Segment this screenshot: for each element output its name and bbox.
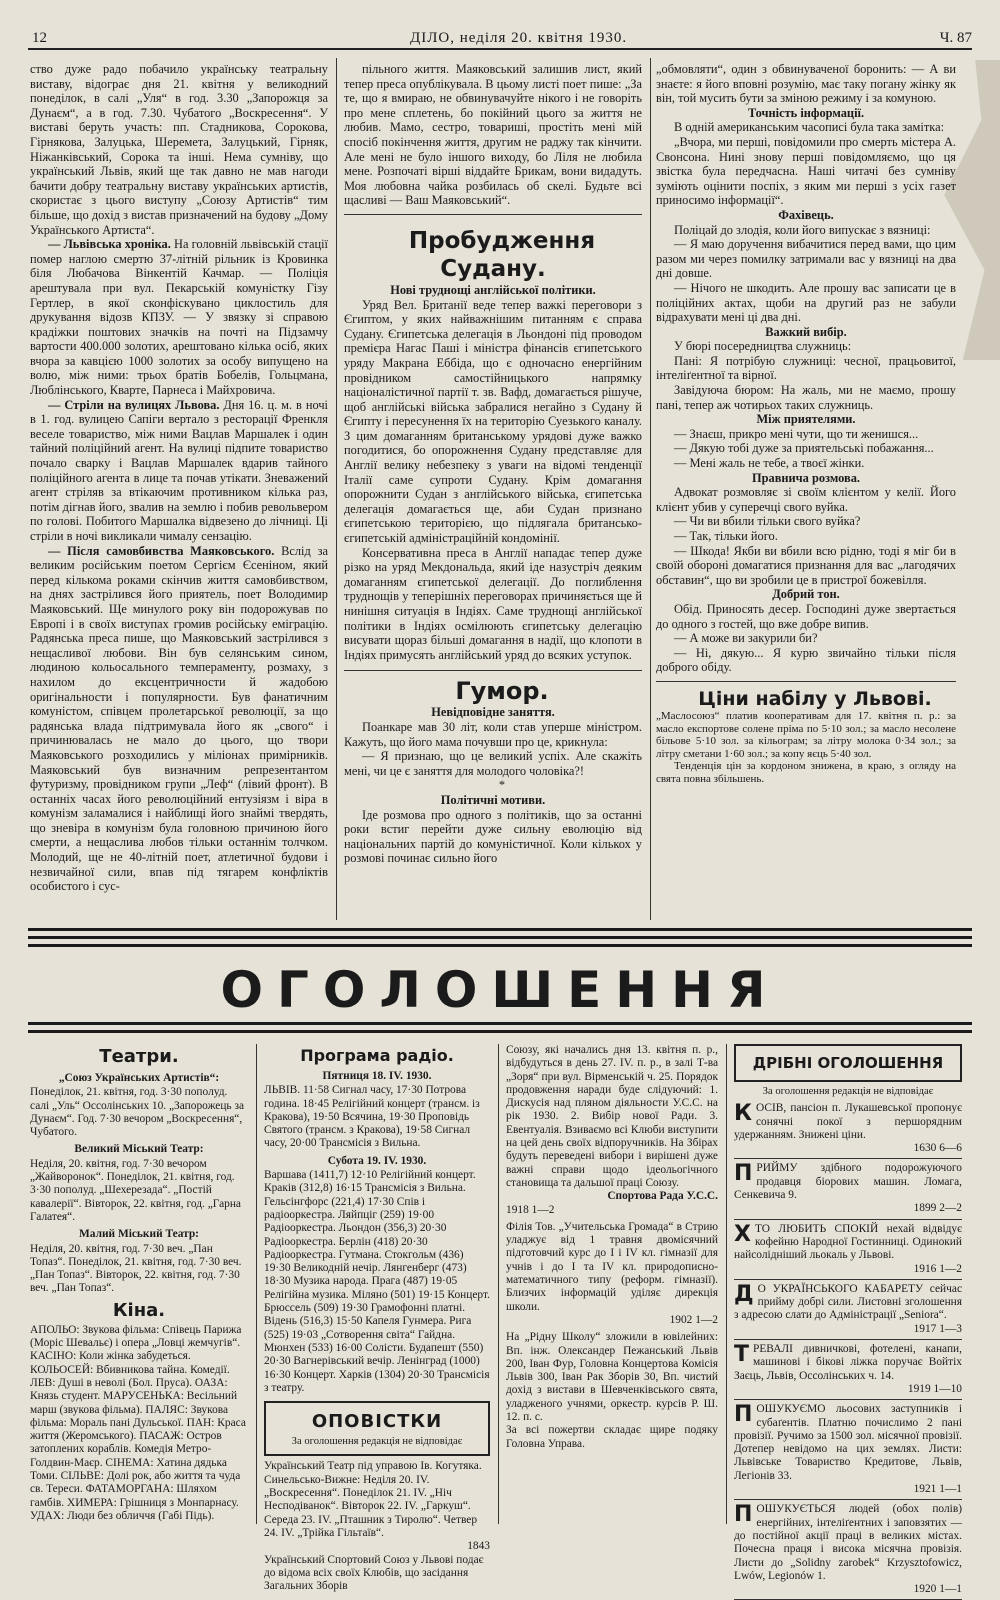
notice-text: Філія Тов. „Учительська Громада“ в Стрию уладжує від 1 травня двомісячний підготовчий курс до I і IV кл. гімназії для учнів і до І та IV кл. природописно-математичного типу (реформ. гімназії). Близчих інформацій уділяє дирекція школи. <box>506 1220 718 1313</box>
ads-banner <box>28 928 972 1036</box>
small-ad-ref: 1919 1—10 <box>907 1382 962 1395</box>
humor-paragraph: Завідуюча бюром: На жаль, ми не маємо, прошу пані, тепер аж чотирьох таких служниць. <box>656 383 956 412</box>
small-ad <box>734 1503 962 1596</box>
article-column-2 <box>344 62 642 920</box>
humor-paragraph: „обмовляти“, один з обвинуваченої боронить: — А ви знаєте: я його вповні розумію, має таку погану жінку як він, той мусить бути за зміною режиму і за комуною. <box>656 62 956 106</box>
notices-heading: ОПОВІСТКИ <box>311 1411 443 1433</box>
humor-subhead: Невідповідне заняття. <box>431 705 555 720</box>
cinema-listings: АПОЛЬО: Звукова фільма: Співець Парижа (Моріс Шевальє) і опера „Ловці жемчугів“. КАСІНО: Коли жінка забудеться. КОЛЬОСЕЙ: Вбивникова тайна. Комедії. ЛЕВ: Душі в неволі (Бол. Пруса). ОАЗА: Князь студент. МАРУСЕНЬКА: Весільний марш (звукова фільма). ПАЛЯС: Звукова фільма: Мораль пані Дульської. ПАН: Краса життя (Жеромського). ПАСАЖ: Остров затоплених кораблів. Комедія Метро-Голдвин-Маєр. СІНЕМА: Хатина дядька Томи. СІЛЬВЕ: Долі рок, або життя та чуда св. Тереси. ФАТАМОРГАНА: Шляхом гамбів. ХИМЕРА: Грішниця з Монпарнасу. УДАХ: Люди без обличчя (Габі Підь). <box>30 1323 246 1522</box>
small-ad-initial: К <box>734 1101 752 1127</box>
small-ad-text: ОШУКУЄМО льосових заступників і субаґентів. Платню почислимо 2 пані провізії. Ручимо за 1500 зол. місячної провізії. Дотепер невідомо на цих землях. Листи: Львівське Товариство Кредитове, Львів, Легіонів 33. <box>734 1403 962 1482</box>
header-rule <box>28 48 972 50</box>
radio-program: Варшава (1411,7) 12·10 Релігійний концерт. Краків (312,8) 16·15 Трансмісія з Вильна. Гельсінгфорс (221,4) 17·30 Спів і радіооркестра. Ляйпціг (259) 19·00 Радіооркестра. Льондон (356,3) 20·30 Радіооркестра. Берлін (418) 20·30 Радіооркестра. Гутмана. Стокгольм (436) 19·30 Великодній нечір. Лянгенберг (473) 18·30 Музика народа. Прага (487) 19·05 Релігійна музика. Міляно (501) 19·15 Концерт. Брюссель (509) 19·30 Грамофонні платні. Відень (516,3) 15·50 Капеля Гунмера. Рига (525) 19·03 „Сотворення світа“ Гайдна. Мюнхен (533) 16·00 Солісти. Будапешт (550) 20·30 Вагнерівський вечір. Ленінград (1000) 16·30 Концерт. Харків (1304) 20·30 Трансмісія з театру. <box>264 1169 490 1394</box>
prices-note: Тенденція цін за кордоном зниженa, в краю, з огляду на свята повна збільшень. <box>656 760 956 785</box>
small-ad-text: О УКРАЇНСЬКОГО КАБАРЕТУ сейчас прийму добрі сили. Листовні зголошення з адресою слати до Адміністрації „Seniora“. <box>734 1282 962 1322</box>
ad-rule <box>734 1158 962 1159</box>
small-ad-initial: П <box>734 1502 753 1528</box>
humor-paragraph: — Мені жаль не тебе, а твоєї жінки. <box>674 456 865 471</box>
section-rule <box>344 670 642 671</box>
humor-paragraph: Обід. Приносять десер. Господині дуже звертається до одного з гостей, що вже добре випив. <box>656 601 956 631</box>
theatres-heading: Театри. <box>99 1046 179 1067</box>
article-paragraph <box>30 398 328 544</box>
small-ads-disclaimer: За оголошення редакція не відповідає <box>762 1086 934 1097</box>
humor-subhead: Добрий тон. <box>772 587 840 602</box>
small-ad-ref: 1916 1—2 <box>913 1262 962 1275</box>
small-ad-ref: 1917 1—3 <box>913 1322 962 1335</box>
notice-text: Український Театр під управою Ів. Когутяка. Синельсько-Вижне: Неділя 20. IV. „Воскресення“. Понеділок 21. IV. „Ніч Несподіванок“. Вівторок 22. IV. „Гаркуш“. Середа 23. IV. „Пташник з Тиролю“. Четвер 24. IV. „Трійка Гільтаїв“. <box>264 1460 482 1539</box>
politics-subhead: Політичні мотиви. <box>440 792 546 807</box>
small-ad <box>734 1403 962 1496</box>
humor-paragraph: „Вчора, ми перші, повідомили про смерть містера А. Свонсона. Нині знову перші повідомляємо, що ця звістка була передчасна. Наші читачі без сумніву зуміють оцінити поспіх, з яким ми перші з усіх газет приносимо інформації“. <box>656 134 956 208</box>
humor-paragraph: — Ні, дякую... Я курю звичайно тільки після доброго обіду. <box>656 645 956 675</box>
politics-paragraph: Іде розмова про одного з політиків, що за останні роки встиг перейти дуже сильну еволюцію від національних партій до комуністичної. Коли кількох у розмові починає сильно його <box>344 807 642 866</box>
column-rule <box>726 1044 727 1524</box>
issue-number: Ч. 87 <box>939 30 972 46</box>
article-paragraph <box>30 62 328 237</box>
radio-column <box>264 1044 490 1593</box>
humor-subhead: Правнича розмова. <box>751 470 860 485</box>
radio-day: Пятниця 18. IV. 1930. <box>322 1070 432 1082</box>
column-rule <box>336 58 337 920</box>
small-ad-initial: Т <box>734 1342 750 1368</box>
column-rule <box>650 58 651 920</box>
ad-rule <box>734 1399 962 1400</box>
small-ad <box>734 1162 962 1215</box>
humor-paragraph: Пані: Я потрібую служниці: чесної, працьовитої, інтеліґентної та вірної. <box>656 353 956 383</box>
prices-headline: Ціни набілу у Львові. <box>698 687 932 710</box>
column-rule <box>498 1044 499 1524</box>
small-ad-ref: 1921 1—1 <box>913 1483 962 1496</box>
paragraph-lead: — Після самовбивства Маяковського. <box>48 543 275 558</box>
small-ads-list <box>734 1102 962 1600</box>
article-column-3 <box>656 62 956 920</box>
cinemas-heading: Кіна. <box>112 1299 166 1321</box>
notice-text: Союзу, які начались дня 13. квітня п. р., відбудуться в день 27. IV. п. р., в залі Т-ва „Зоря“ при вул. Вірменській ч. 25. Порядок продовження наради буде слідуючий: 1. Дискусія над пляном діяльности У.С.С. на рік 1930. 2. Вибір нової Ради. 3. Евентуалія. Взиваємо всі Клюби виступити на цей день своїх відпоручників. На Збірах будуть переведені вибори і вирішені дуже важні справи щодо ідеольогічного становища та дальшої праці Союзу. <box>506 1044 718 1189</box>
humor-paragraph: — Дякую тобі дуже за приятельські побажання... <box>674 441 934 456</box>
column-rule <box>256 1044 257 1524</box>
small-ad <box>734 1343 962 1396</box>
ads-title: ОГОЛОШЕННЯ <box>220 961 780 1019</box>
humor-paragraph: — Я признаю, що це великий успіх. Але скажіть мені, чи це є заняття для молодого чоловіка?! <box>344 749 642 778</box>
theatre-schedule: Неділя, 20. квітня, год. 7·30 веч. „Пан Топаз“. Понеділок, 21. квітня, год. 7·30 веч. „Пан Топаз“. Вівторок, 22. квітня, год. 7·30 веч. „Пан Топаз“. <box>30 1242 242 1295</box>
small-ad-initial: П <box>734 1402 753 1428</box>
banner-stripe <box>28 1030 972 1033</box>
article-paragraph <box>30 544 328 894</box>
humor-paragraph: В одній американським часописі була така замітка: <box>674 120 945 135</box>
small-ad-initial: Д <box>734 1281 754 1307</box>
notices-disclaimer: За оголошення редакція не відповідає <box>291 1436 463 1448</box>
small-ads-column <box>734 1044 962 1596</box>
notice-signature: Спортова Рада У.С.С. <box>607 1190 718 1203</box>
sudan-paragraph: Консервативна преса в Англії нападає тепер дуже різко на уряд Мекдональда, який іде назустріч деяким домаганням єгипетської делегації. До поглиблення труднощів у теперішніх переговорах причиняється ще й нинішня ситуація в Індіях. Саме труднощі англійської політики в Індіях осмілюють єгипетську делегацію висувати щораз більші домагання в надії, що клопоти в Індіях примусять англійський уряд до всяких уступок. <box>344 545 642 662</box>
separator-star: * <box>498 778 506 793</box>
small-ad-text: ТО ЛЮБИТЬ СПОКІЙ нехай відвідує кофейню Народної Гостинниці. Одинокий найсолідніший льокаль у Львові. <box>734 1222 962 1262</box>
small-ad-text: РИЙМУ здібного подорожуючого продавця біорових машин. Ломага, Сенкевича 9. <box>734 1162 962 1202</box>
paragraph-lead: — Стріли на вулицях Львова. <box>48 397 220 412</box>
page-header <box>28 26 972 48</box>
small-ad-ref: 1630 6—6 <box>913 1142 962 1155</box>
humor-paragraph: Поанкаре мав 30 літ, коли став уперше міністром. Кажуть, що його мама почувши про це, крикнула: <box>344 719 642 749</box>
small-ad-text: РЕВАЛІ дивничкові, фотелені, канапи, машинові і бікові ліжка поручає Войтіх Заєць, Львів, Оссолінських ч. 14. <box>734 1343 962 1382</box>
sudan-headline: Пробудження Судану. <box>408 227 596 282</box>
humor-paragraph: — Знаєш, прикро мені чути, що ти женишся... <box>674 426 919 441</box>
humor-paragraph: Поліцай до злодія, коли його випускає з вязниці: <box>674 222 931 237</box>
theatres-column <box>30 1044 248 1524</box>
theatre-name: „Союз Українських Артистів“: <box>58 1072 220 1084</box>
notices-box <box>264 1401 490 1456</box>
small-ads-header <box>734 1044 962 1082</box>
ad-rule <box>734 1219 962 1220</box>
humor-paragraph: Адвокат розмовляє зі своїм клієнтом у келії. Його клієнт убив у суперечці свого вуйка. <box>656 485 956 514</box>
small-ads-heading: ДРІБНІ ОГОЛОШЕННЯ <box>752 1054 944 1072</box>
radio-heading: Програма радіо. <box>300 1046 454 1065</box>
notices-column <box>506 1044 718 1524</box>
sudan-subhead: Нові труднощі англійської політики. <box>390 282 596 297</box>
masthead: ДІЛО, неділя 20. квітня 1930. <box>410 30 628 46</box>
radio-program: ЛЬВІВ. 11·58 Сигнал часу, 17·30 Потрова година. 18·45 Релігійний концерт (трансм. із Кракова), 19·50 Всячина, 19·30 Проповідь Святого (трансм. з Кракова), 19·58 Сигнал часу, 20·00 Трансмісія з Вильна. <box>264 1084 480 1150</box>
humor-paragraph: — А може ви закурили би? <box>674 631 818 646</box>
notice-text: Український Спортовий Союз у Львові подає до відома всіх своїх Клюбів, що засідання Загальних Зборів <box>264 1553 484 1593</box>
article-paragraph <box>30 237 328 398</box>
humor-subhead: Між приятелями. <box>756 412 856 427</box>
humor-paragraph: — Чи ви вбили тільки свого вуйка? <box>674 514 861 529</box>
paragraph-lead: — Львівська хроніка. <box>48 237 171 252</box>
paragraph-text: На головній львівській стації помер наглою смертю 37-літній рільник із Кровинка біля Любачова Вінкентій Качмар. — Поліція арештувала при вул. Пекарській комуністку Гізу Гертлер, в якої сконфіскувано циклостиль для друкування відозв КПЗУ. — У звязку зі справою крадіжки поштових значків на почті на Підзамчу вартости 400.000 золотих, арештовано кілька осіб, яких вчора за кавцією 1000 золотих за особу випущено на волю, між ними: трьох братів Бобелів, Гольцмана, Люблінського, Кварте, Парнеса і Майхровича. <box>30 237 329 398</box>
notice-text: За всі пожертви складає щире подяку Головна Управа. <box>506 1424 718 1450</box>
humor-paragraph: У бюрі посередництва служниць: <box>674 339 852 354</box>
banner-stripe <box>28 928 972 931</box>
small-ad-initial: Х <box>734 1221 751 1247</box>
theatre-schedule: Неділя, 20. квітня, год. 7·30 вечором „Жайворонок“. Понеділок, 21. квітня, год. 3·30 пополуд. „Шехерезада“. „Постій кавалерії“. Вівторок, 22. квітня, год. „Гарна Галатея“. <box>30 1157 241 1223</box>
paragraph-text: Вслід за великим російським поетом Сергієм Єсеніном, який перед кількома роками скінчив життя самовбивством, на днях застрілився його приятель, поет Володимир Маяковський. Ще минулого року він подорожував по Европі і в своїх виступах громив російську еміграцію. Радянська преса пише, що Маяковський застрілився з нещасливої любови. Він був селянським сином, людиною кольосального темпераменту, розмаху, з нахилом до ексцентричности й жадобою оригінальности і популярности. Був фанатичним комуністом, співцем пролетарської революції, за що радянська влада підтримувала його як „свого“ і причинювалась не мало до цього, що твори Маяковського розходились у міліонах примірників. Маяковський був визначним репрезентантом футуризму, провідником групи „Леф“ (лівий фронт). В останніх часах його революційний ентузіязм і віра в комунізм заламалися і найблищі його знаймі твердять, що зневіра в комунізм була головною причиною його смерти, а нещаслива любов тільки останнім толчком. Молодий, ще не 40-літній поет, атлетичної будови і незвичайної сили, впав під тягарем конфліктів особистого і сус- <box>30 543 328 894</box>
humor-paragraph: — Шкода! Якби ви вбили всю рідню, тоді я міг би в своїй обороні домагатися признання для вас „лагодячих обставин“, що ви зробили це в пристрої божевілля. <box>656 543 956 587</box>
maiakovsky-letter: пільного життя. Маяковський залишив лист, який тепер преса опублікувала. В цьому листі поет пише: „За те, що я вмираю, не обвинувачуйте нікого і не говоріть про мене сплетень, бо покійний цього за життя не любив. Мамо, сестро, товариші, простіть мені мій спосіб покінчення життя, другим не раджу так кінчити. Але мені не було іншого виходу, бо Ліля не любила мене. Розпочаті вірші віддайте Брикам, вони видадуть. Моя любовна чайка розбилась об скелі. Будьте всі щасливі — Ваш Маяковський“. <box>344 62 642 208</box>
ad-rule <box>734 1339 962 1340</box>
radio-day: Субота 19. IV. 1930. <box>327 1154 427 1167</box>
small-ad <box>734 1223 962 1276</box>
section-rule <box>656 681 956 682</box>
paragraph-text: ство дуже радо побачило українську театральну виставу, відограє дня 21. квітня у великодний понеділок, в салі „Уля“ в год. 3.30 „Запорожця за Дунаєм“, а в год. 7.30. Чубатого „Воскресення“. У виставі беруть участь: пп. Стадникова, Сорокова, Гірнякова, Залуцька, Шеремета, Залуцький, Гірняк, Ніжанківський, Сорока та інші. Нема сумніву, що український Львів, який ще так давно не мав нагоди бачити добру театральну виставу українських артистів, скористає з цього виступу „Союзу Артистів“ тим більше, що дохід з вистав призначений на будову „Дому Українського Артиста“. <box>30 62 328 237</box>
small-ad <box>734 1283 962 1336</box>
theatre-schedule: Понеділок, 21. квітня, год. 3·30 пополуд. салі „Уль“ Оссолінських 10. „Запорожець за Дунаєм“. Год. 7·30 вечором „Воскресення“, Чубатого. <box>30 1086 245 1139</box>
small-ad-ref: 1899 2—2 <box>913 1202 962 1215</box>
notice-ref: 1918 1—2 <box>506 1203 555 1216</box>
humor-paragraph: — Я маю доручення вибачитися перед вами, що цим разом ми через помилку затримали вас у вязниці на два дні довше. <box>656 237 956 281</box>
humor-subhead: Фахівець. <box>778 207 834 222</box>
humor-subhead: Важкий вибір. <box>765 324 847 339</box>
humor-paragraph: — Нічого не шкодить. Але прошу вас записати це в поліційних актах, щоби на другий раз не забули відрахувати мені ці два дні. <box>656 280 956 325</box>
banner-stripe <box>28 1022 972 1025</box>
notice-ref: 1902 1—2 <box>669 1313 718 1326</box>
prices-text: „Маслосоюз“ платив кооперативам для 17. квітня п. р.: за масло експортове солене пріма по 5·10 зол.; за масло несолене більове 5·10 зол. за кільограм; за літру молока 0·34 зол.; за літру сметани 1·60 зол.; за копу яєць 5·40 зол. <box>656 709 956 760</box>
notice-text: На „Рідну Школу“ зложили в ювілейних: Вп. інж. Олександер Пежанський Львів 200, Іван Фур, Головна Концертова Комісія Львів 300, Іван Рак Зборів 30, Вп. чистий дохід з вистави в Шевченківського свята, уладженого учнями, оркестр. курсів Р. Ш. 12. п. с. <box>506 1331 718 1424</box>
section-rule <box>344 214 642 215</box>
theatre-name: Малий Міський Театр: <box>79 1228 199 1241</box>
article-column-1 <box>30 62 328 920</box>
page-number: 12 <box>32 30 47 46</box>
small-ad-ref: 1920 1—1 <box>913 1583 962 1596</box>
humor-subhead: Точність інформації. <box>747 105 865 120</box>
paragraph-text: Дня 16. ц. м. в ночі в 1. год. вулицею Сапіги вертало з ресторації Френкля веселе товариство, між ними Вацлав Маршалек і один тайний поліційний агент. На вулиці підпите товариство почало сварку і Вацлав Маршалек вдарив тайного поліційного агента в лице та почав утікати. Зневажений агент стріляв за втікаючим противником кілька раз, потім дігнав його, звалив на землю і побив револьвером по голові. Побитого Маршалка відвезено до лічниці. Ці стріли в ночі викликали чималу сензацію. <box>30 397 329 543</box>
small-ad-text: ОШУКУЄТЬСЯ людей (обох полів) енергійних, інтеліґентних і заповзятих — до постійної акції праці в великих містах. Почесна праця і висока місячна провізія. Листи до „Solidny zarobek“ Krzysztofowicz, Lwów, Legionów 1. <box>734 1503 962 1582</box>
ad-rule <box>734 1279 962 1280</box>
banner-stripe <box>28 936 972 939</box>
theatre-name: Великий Міський Театр: <box>74 1143 204 1156</box>
small-ad-initial: П <box>734 1161 753 1187</box>
small-ad-text: ОСІВ, пансіон п. Лукашевської пропонує сонячні покої з першорядним удержанням. Знижені ціни. <box>734 1102 962 1141</box>
humor-paragraph: — Так, тільки його. <box>674 529 778 543</box>
banner-stripe <box>28 944 972 947</box>
humor-headline: Гумор. <box>455 677 549 706</box>
ad-rule <box>734 1499 962 1500</box>
sudan-paragraph: Уряд Вел. Британії веде тепер важкі переговори з Єгиптом, у яких найважнішим питанням є справа Судану. Єгипетська делегація в Льондоні під проводом премієра Нагас Паші і міністра фінансів єгипетського уряду Макрана Еббіда, що є одночасно енергійним провідником самостійницького напрямку націоналістичної партії т. зв. Вафд, домагається рішуче, щоб англійські війська забралися негайно з Судану й Єгипту і пересунення їх на територію Суезького каналу. З цим домаганням британському урядові дуже важко погодитися, бо опорожнення Судану представляє для Англії велику небезпеку з уваги на відомі тенденції Італії саме супроти Судану. Крім домагання опорожнити Судан з англійського війська, єгипетська делегація домагається ще, аби Судан признано єгипетською територією, що підлягала британсько-єгипетській адміністраційній кондомінії. <box>344 297 642 546</box>
notice-ref: 1843 <box>467 1540 490 1553</box>
small-ad <box>734 1102 962 1155</box>
